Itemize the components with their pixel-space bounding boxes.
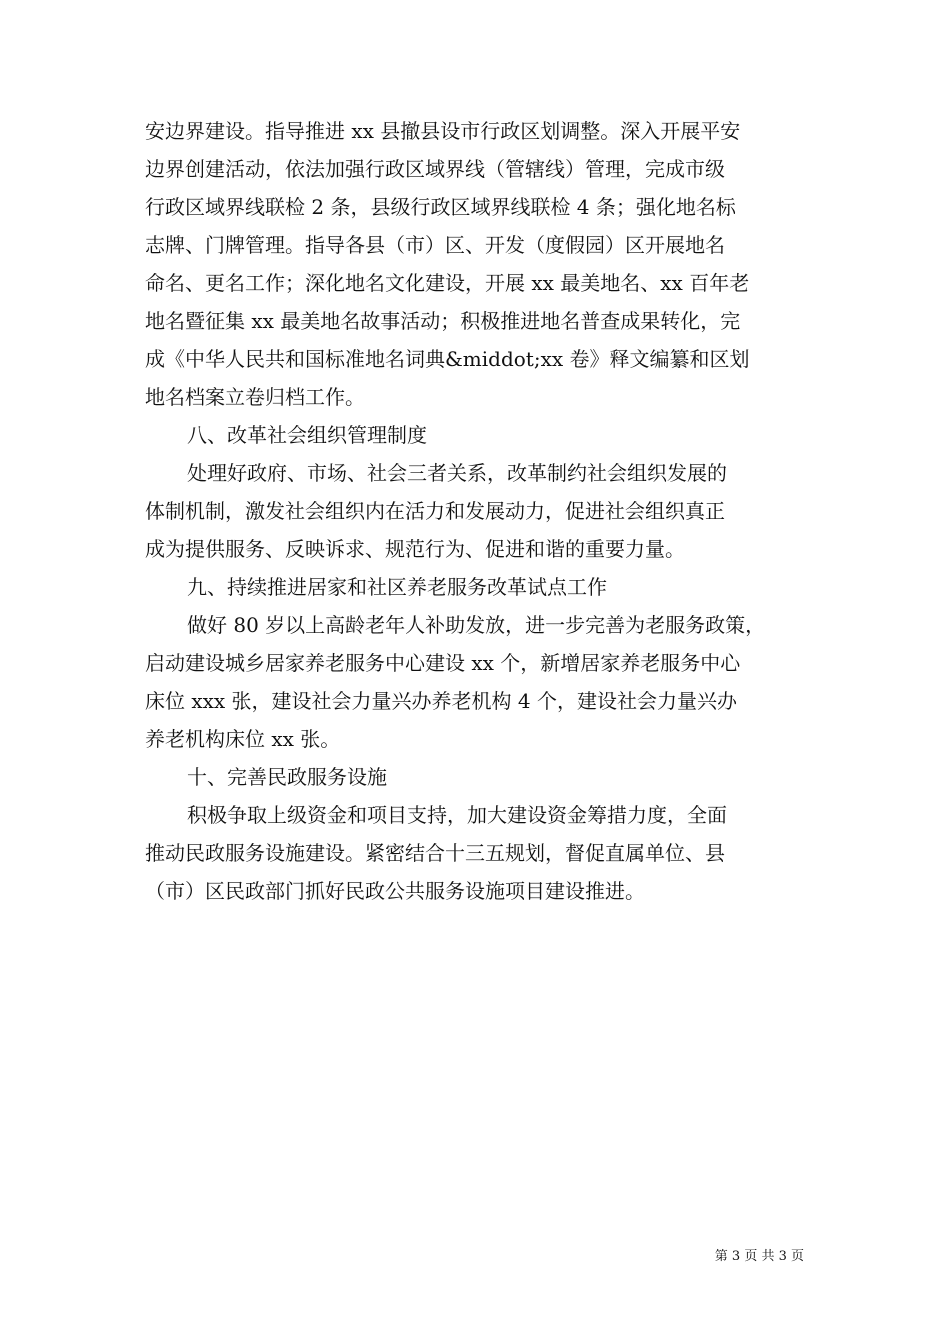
text-line-7: 成《中华人民共和国标准地名词典&middot;xx 卷》释文编纂和区划 [145, 347, 750, 371]
text-line-12: 成为提供服务、反映诉求、规范行为、促进和谐的重要力量。 [145, 537, 685, 561]
text-line-15: 启动建设城乡居家养老服务中心建设 xx 个，新增居家养老服务中心 [145, 651, 741, 675]
text-line-6: 地名暨征集 xx 最美地名故事活动；积极推进地名普查成果转化，完 [145, 309, 741, 333]
text-line-10: 处理好政府、市场、社会三者关系，改革制约社会组织发展的 [187, 461, 727, 485]
section-heading-8: 八、改革社会组织管理制度 [187, 423, 427, 447]
text-line-4: 志牌、门牌管理。指导各县（市）区、开发（度假园）区开展地名 [145, 233, 725, 257]
text-line-3: 行政区域界线联检 2 条，县级行政区域界线联检 4 条；强化地名标 [145, 195, 736, 219]
page-number: 第 3 页 共 3 页 [714, 1249, 804, 1264]
text-line-20: 推动民政服务设施建设。紧密结合十三五规划，督促直属单位、县 [145, 841, 725, 865]
text-line-8: 地名档案立卷归档工作。 [145, 385, 365, 409]
text-line-16: 床位 xxx 张，建设社会力量兴办养老机构 4 个，建设社会力量兴办 [145, 689, 737, 713]
text-line-17: 养老机构床位 xx 张。 [145, 727, 341, 751]
text-line-19: 积极争取上级资金和项目支持，加大建设资金筹措力度，全面 [187, 803, 727, 827]
text-line-5: 命名、更名工作；深化地名文化建设，开展 xx 最美地名、xx 百年老 [145, 271, 750, 295]
section-heading-10: 十、完善民政服务设施 [187, 765, 387, 789]
body-text [145, 112, 810, 910]
text-line-11: 体制机制，激发社会组织内在活力和发展动力，促进社会组织真正 [145, 499, 725, 523]
text-line-14: 做好 80 岁以上高龄老年人补助发放，进一步完善为老服务政策， [187, 613, 766, 637]
section-heading-9: 九、持续推进居家和社区养老服务改革试点工作 [187, 575, 607, 599]
text-line-1: 安边界建设。指导推进 xx 县撤县设市行政区划调整。深入开展平安 [145, 119, 741, 143]
text-line-2: 边界创建活动，依法加强行政区域界线（管辖线）管理，完成市级 [145, 157, 725, 181]
text-line-21: （市）区民政部门抓好民政公共服务设施项目建设推进。 [145, 879, 645, 903]
